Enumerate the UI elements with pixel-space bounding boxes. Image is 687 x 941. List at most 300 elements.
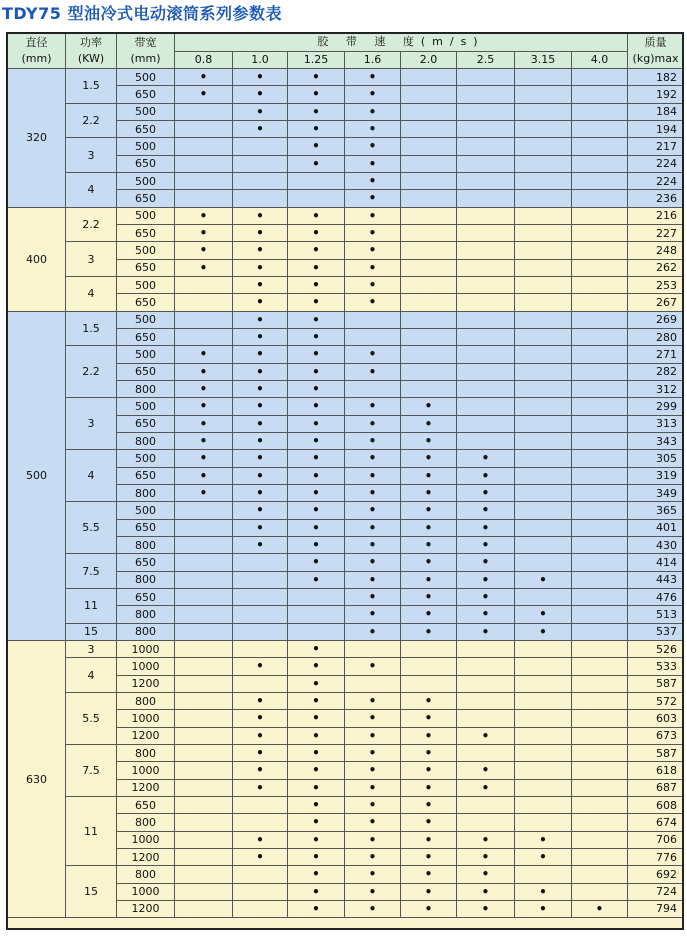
availability-dot: • — [368, 555, 377, 570]
mass-cell: 513 — [628, 606, 684, 623]
mass-cell: 674 — [628, 814, 684, 831]
speed-cell — [233, 710, 288, 727]
speed-cell — [288, 156, 345, 173]
speed-cell — [515, 658, 572, 675]
availability-dot: • — [424, 694, 433, 709]
availability-dot: • — [368, 70, 377, 85]
speed-header-value: 0.8 — [175, 52, 233, 70]
mass-cell: 224 — [628, 156, 684, 173]
speed-cell — [515, 225, 572, 242]
speed-cell — [457, 797, 515, 814]
availability-dot: • — [256, 780, 264, 795]
mass-cell: 776 — [628, 849, 684, 866]
availability-dot: • — [256, 763, 264, 778]
availability-dot: • — [312, 416, 320, 431]
power-cell: 1.5 — [66, 69, 117, 104]
speed-cell — [345, 520, 401, 537]
speed-cell — [233, 433, 288, 450]
mass-cell: 182 — [628, 69, 684, 86]
speed-cell — [175, 797, 233, 814]
speed-cell — [233, 658, 288, 675]
speed-cell — [401, 537, 457, 554]
width-cell: 1000 — [117, 832, 175, 849]
speed-cell — [572, 520, 628, 537]
availability-dot: • — [312, 226, 320, 241]
speed-cell — [288, 676, 345, 693]
speed-cell — [175, 104, 233, 121]
speed-cell — [457, 728, 515, 745]
speed-cell — [233, 312, 288, 329]
availability-dot: • — [312, 746, 320, 761]
power-cell: 15 — [66, 866, 117, 918]
mass-cell: 269 — [628, 312, 684, 329]
power-header — [66, 34, 117, 69]
speed-cell — [457, 676, 515, 693]
header-line: 带宽 — [134, 36, 157, 49]
speed-cell — [457, 225, 515, 242]
mass-cell: 687 — [628, 780, 684, 797]
availability-dot: • — [539, 884, 547, 899]
availability-dot: • — [256, 728, 264, 743]
speed-header-value: 3.15 — [515, 52, 572, 70]
speed-cell — [572, 104, 628, 121]
speed-cell — [515, 121, 572, 138]
speed-cell — [233, 277, 288, 294]
speed-cell — [175, 520, 233, 537]
speed-cell — [233, 398, 288, 415]
speed-cell — [401, 381, 457, 398]
availability-dot: • — [424, 538, 433, 553]
speed-cell — [401, 242, 457, 259]
availability-dot: • — [312, 832, 320, 847]
speed-cell — [233, 745, 288, 762]
speed-cell — [572, 901, 628, 918]
speed-cell — [233, 86, 288, 103]
speed-cell — [401, 676, 457, 693]
speed-cell — [345, 450, 401, 467]
speed-cell — [345, 260, 401, 277]
availability-dot: • — [312, 798, 320, 813]
availability-dot: • — [312, 139, 320, 154]
speed-cell — [233, 468, 288, 485]
speed-cell — [345, 329, 401, 346]
width-cell: 650 — [117, 225, 175, 242]
availability-dot: • — [368, 174, 377, 189]
speed-cell — [175, 658, 233, 675]
availability-dot: • — [481, 503, 490, 518]
speed-cell — [288, 364, 345, 381]
speed-cell — [572, 849, 628, 866]
speed-cell — [457, 832, 515, 849]
speed-cell — [175, 69, 233, 86]
availability-dot: • — [199, 260, 208, 275]
availability-dot: • — [199, 364, 208, 379]
availability-dot: • — [481, 555, 490, 570]
diameter-header — [8, 34, 66, 69]
speed-cell — [345, 606, 401, 623]
availability-dot: • — [424, 728, 433, 743]
speed-cell — [175, 208, 233, 225]
speed-cell — [175, 294, 233, 311]
speed-cell — [175, 901, 233, 918]
width-cell: 800 — [117, 572, 175, 589]
power-cell: 5.5 — [66, 502, 117, 554]
speed-cell — [515, 849, 572, 866]
mass-cell: 476 — [628, 589, 684, 606]
availability-dot: • — [368, 884, 377, 899]
speed-cell — [401, 866, 457, 883]
availability-dot: • — [312, 434, 320, 449]
speed-cell — [288, 901, 345, 918]
speed-cell — [345, 814, 401, 831]
availability-dot: • — [368, 659, 377, 674]
availability-dot: • — [256, 832, 264, 847]
speed-cell — [175, 832, 233, 849]
speed-cell — [457, 658, 515, 675]
availability-dot: • — [199, 434, 208, 449]
speed-cell — [457, 121, 515, 138]
mass-cell: 271 — [628, 346, 684, 363]
speed-cell — [175, 693, 233, 710]
speed-cell — [233, 606, 288, 623]
speed-cell — [345, 173, 401, 190]
speed-cell — [175, 676, 233, 693]
speed-cell — [457, 329, 515, 346]
speed-cell — [288, 260, 345, 277]
width-cell: 1000 — [117, 762, 175, 779]
speed-cell — [345, 762, 401, 779]
availability-dot: • — [312, 260, 320, 275]
mass-cell: 587 — [628, 745, 684, 762]
speed-cell — [572, 416, 628, 433]
mass-cell: 194 — [628, 121, 684, 138]
availability-dot: • — [424, 486, 433, 501]
speed-cell — [175, 381, 233, 398]
power-cell: 4 — [66, 173, 117, 208]
availability-dot: • — [368, 711, 377, 726]
width-cell: 650 — [117, 86, 175, 103]
speed-cell — [345, 138, 401, 155]
speed-cell — [288, 138, 345, 155]
speed-cell — [457, 485, 515, 502]
speed-cell — [572, 86, 628, 103]
speed-cell — [515, 710, 572, 727]
speed-cell — [457, 866, 515, 883]
availability-dot: • — [481, 590, 490, 605]
speed-cell — [175, 624, 233, 641]
availability-dot: • — [424, 468, 433, 483]
speed-cell — [572, 780, 628, 797]
speed-cell — [572, 554, 628, 571]
width-header — [117, 34, 175, 69]
availability-dot: • — [256, 364, 264, 379]
speed-cell — [457, 69, 515, 86]
speed-cell — [515, 86, 572, 103]
speed-cell — [515, 502, 572, 519]
availability-dot: • — [424, 798, 433, 813]
availability-dot: • — [312, 156, 320, 171]
speed-cell — [515, 693, 572, 710]
availability-dot: • — [481, 884, 490, 899]
speed-cell — [572, 710, 628, 727]
availability-dot: • — [424, 850, 433, 864]
speed-cell — [457, 520, 515, 537]
width-cell: 1200 — [117, 728, 175, 745]
mass-cell: 217 — [628, 138, 684, 155]
mass-cell: 236 — [628, 190, 684, 207]
mass-cell: 299 — [628, 398, 684, 415]
availability-dot: • — [256, 416, 264, 431]
mass-cell: 430 — [628, 537, 684, 554]
speed-cell — [515, 294, 572, 311]
speed-cell — [401, 69, 457, 86]
speed-cell — [457, 693, 515, 710]
speed-cell — [175, 572, 233, 589]
power-cell: 5.5 — [66, 693, 117, 745]
header-line: 功率 — [80, 36, 102, 49]
speed-cell — [457, 173, 515, 190]
speed-cell — [457, 104, 515, 121]
availability-dot: • — [312, 884, 320, 899]
availability-dot: • — [368, 763, 377, 778]
speed-cell — [401, 190, 457, 207]
speed-cell — [288, 208, 345, 225]
width-cell: 1000 — [117, 658, 175, 675]
speed-cell — [175, 225, 233, 242]
availability-dot: • — [481, 763, 490, 778]
speed-cell — [572, 381, 628, 398]
availability-dot: • — [312, 87, 320, 102]
mass-cell: 414 — [628, 554, 684, 571]
speed-cell — [345, 69, 401, 86]
power-cell: 3 — [66, 242, 117, 277]
speed-cell — [572, 312, 628, 329]
width-cell: 650 — [117, 156, 175, 173]
speed-cell — [401, 780, 457, 797]
speed-cell — [401, 225, 457, 242]
speed-cell — [401, 329, 457, 346]
mass-cell: 267 — [628, 294, 684, 311]
availability-dot: • — [424, 503, 433, 518]
availability-dot: • — [481, 832, 490, 847]
speed-cell — [457, 398, 515, 415]
availability-dot: • — [368, 832, 377, 847]
availability-dot: • — [368, 416, 377, 431]
speed-cell — [345, 104, 401, 121]
availability-dot: • — [368, 226, 377, 241]
availability-dot: • — [312, 330, 320, 345]
speed-cell — [233, 156, 288, 173]
speed-cell — [572, 69, 628, 86]
speed-cell — [175, 485, 233, 502]
speed-header-value: 4.0 — [572, 52, 628, 70]
speed-cell — [515, 641, 572, 658]
speed-cell — [345, 676, 401, 693]
width-cell: 650 — [117, 797, 175, 814]
width-cell: 800 — [117, 606, 175, 623]
speed-cell — [457, 624, 515, 641]
speed-cell — [233, 866, 288, 883]
speed-cell — [401, 589, 457, 606]
speed-cell — [345, 433, 401, 450]
speed-cell — [457, 260, 515, 277]
speed-cell — [515, 433, 572, 450]
speed-cell — [515, 277, 572, 294]
availability-dot: • — [312, 399, 320, 414]
availability-dot: • — [312, 468, 320, 483]
availability-dot: • — [199, 208, 208, 223]
mass-cell: 280 — [628, 329, 684, 346]
availability-dot: • — [481, 850, 490, 864]
availability-dot: • — [368, 624, 377, 639]
speed-cell — [572, 364, 628, 381]
speed-cell — [345, 849, 401, 866]
speed-cell — [233, 242, 288, 259]
header-line: (kg)max — [632, 52, 679, 65]
speed-cell — [515, 554, 572, 571]
availability-dot: • — [256, 122, 264, 137]
speed-cell — [401, 554, 457, 571]
availability-dot: • — [368, 590, 377, 605]
availability-dot: • — [256, 87, 264, 102]
speed-cell — [288, 658, 345, 675]
availability-dot: • — [312, 572, 320, 587]
mass-cell: 673 — [628, 728, 684, 745]
speed-cell — [345, 728, 401, 745]
speed-cell — [572, 329, 628, 346]
availability-dot: • — [312, 347, 320, 362]
speed-cell — [457, 190, 515, 207]
availability-dot: • — [256, 399, 264, 414]
availability-dot: • — [368, 867, 377, 882]
speed-cell — [572, 884, 628, 901]
speed-cell — [401, 86, 457, 103]
diameter-cell: 320 — [8, 69, 66, 208]
availability-dot: • — [256, 659, 264, 674]
availability-dot: • — [312, 503, 320, 518]
mass-cell: 618 — [628, 762, 684, 779]
speed-cell — [233, 208, 288, 225]
speed-cell — [457, 606, 515, 623]
speed-cell — [288, 797, 345, 814]
power-cell: 3 — [66, 641, 117, 658]
speed-cell — [515, 381, 572, 398]
mass-cell: 282 — [628, 364, 684, 381]
speed-cell — [175, 641, 233, 658]
availability-dot: • — [256, 850, 264, 864]
speed-cell — [457, 901, 515, 918]
width-cell: 500 — [117, 208, 175, 225]
speed-cell — [457, 416, 515, 433]
speed-cell — [457, 849, 515, 866]
availability-dot: • — [424, 434, 433, 449]
speed-cell — [457, 884, 515, 901]
header-line: (KW) — [77, 52, 105, 65]
availability-dot: • — [256, 520, 264, 535]
speed-cell — [572, 728, 628, 745]
mass-cell: 706 — [628, 832, 684, 849]
availability-dot: • — [481, 468, 490, 483]
availability-dot: • — [312, 364, 320, 379]
speed-cell — [457, 242, 515, 259]
speed-cell — [572, 832, 628, 849]
speed-cell — [175, 138, 233, 155]
speed-cell — [515, 69, 572, 86]
speed-cell — [288, 780, 345, 797]
speed-header-value: 1.25 — [288, 52, 345, 70]
width-cell: 800 — [117, 537, 175, 554]
availability-dot: • — [424, 607, 433, 622]
availability-dot: • — [312, 867, 320, 882]
mass-cell: 724 — [628, 884, 684, 901]
availability-dot: • — [539, 607, 547, 622]
speed-cell — [233, 104, 288, 121]
speed-header-value: 1.6 — [345, 52, 401, 70]
speed-cell — [288, 277, 345, 294]
speed-cell — [233, 485, 288, 502]
availability-dot: • — [368, 87, 377, 102]
speed-cell — [401, 901, 457, 918]
speed-cell — [233, 416, 288, 433]
availability-dot: • — [424, 763, 433, 778]
header-line: (mm) — [21, 52, 52, 65]
availability-dot: • — [539, 850, 547, 864]
speed-cell — [457, 745, 515, 762]
speed-cell — [233, 814, 288, 831]
speed-cell — [345, 832, 401, 849]
speed-cell — [288, 762, 345, 779]
speed-cell — [345, 710, 401, 727]
speed-cell — [457, 138, 515, 155]
width-cell: 800 — [117, 745, 175, 762]
width-cell: 800 — [117, 485, 175, 502]
speed-cell — [288, 589, 345, 606]
speed-cell — [572, 572, 628, 589]
availability-dot: • — [481, 728, 490, 743]
availability-dot: • — [256, 486, 264, 501]
speed-cell — [233, 329, 288, 346]
speed-cell — [515, 901, 572, 918]
availability-dot: • — [312, 295, 320, 310]
availability-dot: • — [199, 87, 208, 102]
speed-cell — [515, 762, 572, 779]
speed-cell — [515, 797, 572, 814]
speed-cell — [401, 624, 457, 641]
speed-cell — [401, 433, 457, 450]
availability-dot: • — [368, 607, 377, 622]
header-line: 质量 — [644, 36, 667, 49]
speed-cell — [401, 346, 457, 363]
mass-cell: 603 — [628, 710, 684, 727]
speed-cell — [233, 780, 288, 797]
speed-cell — [515, 346, 572, 363]
speed-cell — [515, 138, 572, 155]
speed-cell — [288, 624, 345, 641]
availability-dot: • — [256, 434, 264, 449]
availability-dot: • — [312, 901, 320, 916]
speed-cell — [572, 745, 628, 762]
availability-dot: • — [368, 901, 377, 916]
speed-cell — [401, 520, 457, 537]
speed-cell — [233, 641, 288, 658]
availability-dot: • — [368, 850, 377, 864]
speed-cell — [233, 797, 288, 814]
speed-cell — [233, 693, 288, 710]
speed-cell — [401, 762, 457, 779]
mass-cell: 608 — [628, 797, 684, 814]
width-cell: 800 — [117, 814, 175, 831]
speed-cell — [572, 156, 628, 173]
